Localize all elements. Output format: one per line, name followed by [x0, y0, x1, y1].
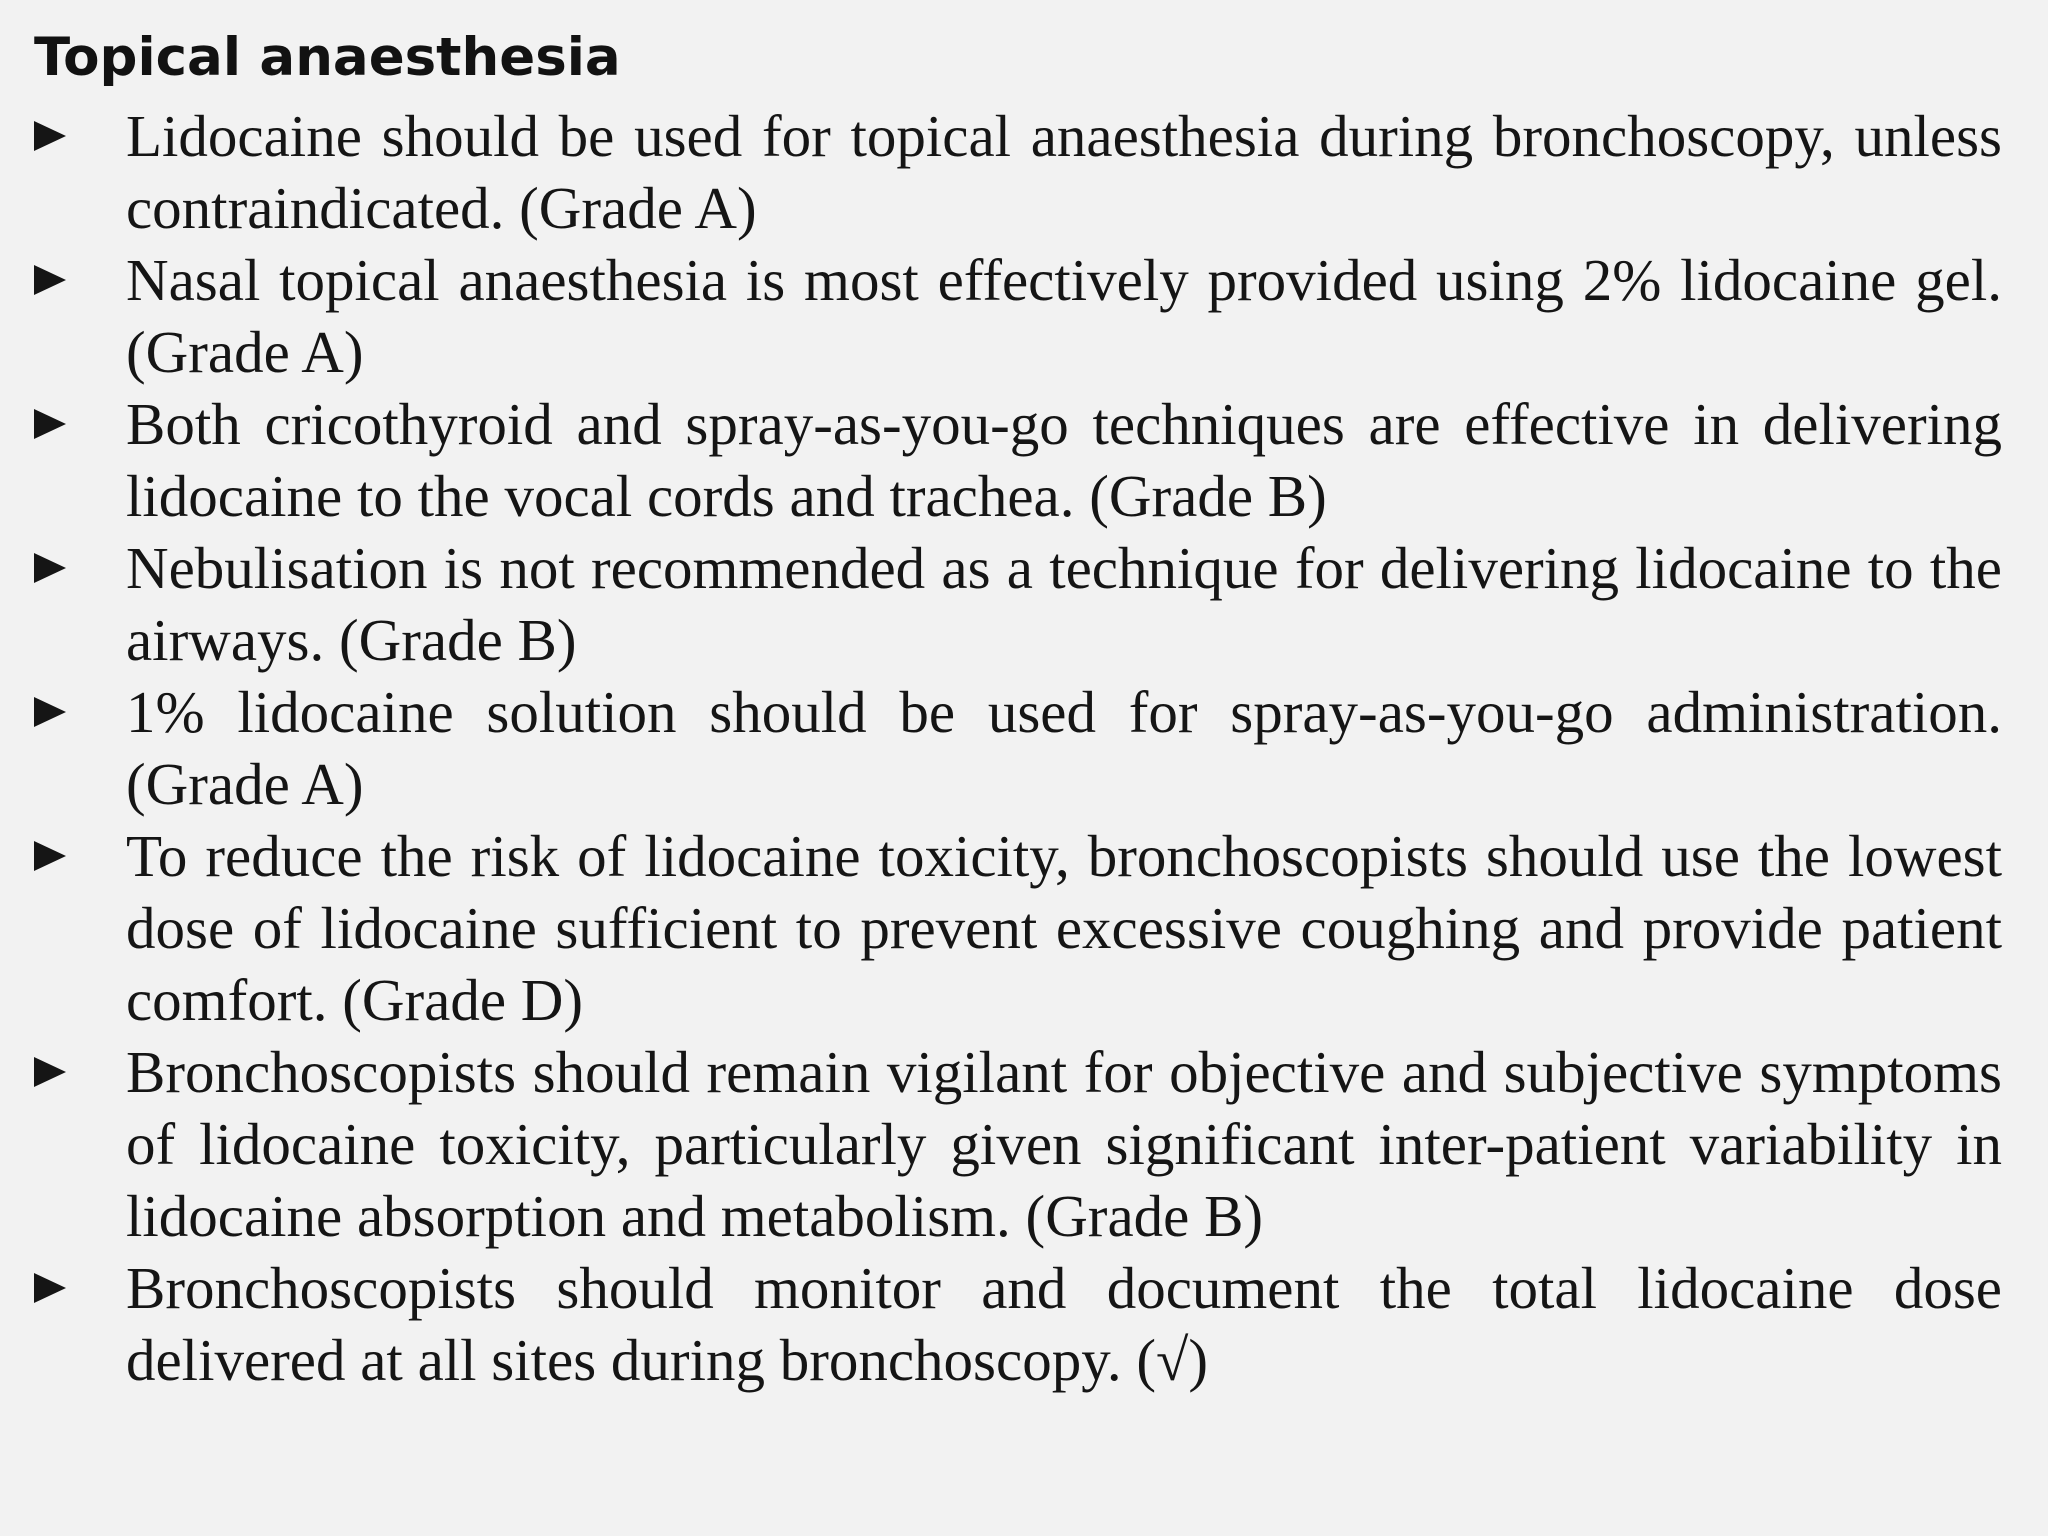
list-item-text: 1% lidocaine solution should be used for spray-as-you-go administration. (Grade A) [126, 679, 2002, 817]
list-item-text: Bronchoscopists should monitor and document the total lidocaine dose delivered at all sites during bronchoscopy. (√) [126, 1255, 2002, 1393]
list-item [0, 532, 2048, 676]
list-item [0, 676, 2048, 820]
list-item [0, 820, 2048, 1036]
triangle-right-icon [34, 532, 84, 604]
list-item [0, 1252, 2048, 1396]
list-item-text: To reduce the risk of lidocaine toxicity, bronchoscopists should use the lowest dose of lidocaine sufficient to prevent excessive coughing and provide patient comfort. (Grade D) [126, 823, 2002, 1033]
list-item-text: Lidocaine should be used for topical anaesthesia during bronchoscopy, unless contraindicated. (Grade A) [126, 103, 2002, 241]
triangle-right-icon [34, 1036, 84, 1108]
triangle-right-icon [34, 244, 84, 316]
recommendation-list [0, 100, 2048, 1396]
triangle-right-icon [34, 820, 84, 892]
triangle-right-icon [34, 100, 84, 172]
section-heading: Topical anaesthesia [34, 27, 621, 88]
list-item-text: Bronchoscopists should remain vigilant for objective and subjective symptoms of lidocaine toxicity, particularly given significant inter-patient variability in lidocaine absorption and metabolism. (Grade B) [126, 1039, 2002, 1249]
triangle-right-icon [34, 1252, 84, 1324]
list-item-text: Both cricothyroid and spray-as-you-go techniques are effective in delivering lidocaine to the vocal cords and trachea. (Grade B) [126, 391, 2002, 529]
list-item [0, 1036, 2048, 1252]
list-item-text: Nebulisation is not recommended as a technique for delivering lidocaine to the airways. (Grade B) [126, 535, 2002, 673]
triangle-right-icon [34, 388, 84, 460]
list-item-text: Nasal topical anaesthesia is most effectively provided using 2% lidocaine gel. (Grade A) [126, 247, 2002, 385]
triangle-right-icon [34, 676, 84, 748]
list-item [0, 100, 2048, 244]
list-item [0, 244, 2048, 388]
list-item [0, 388, 2048, 532]
